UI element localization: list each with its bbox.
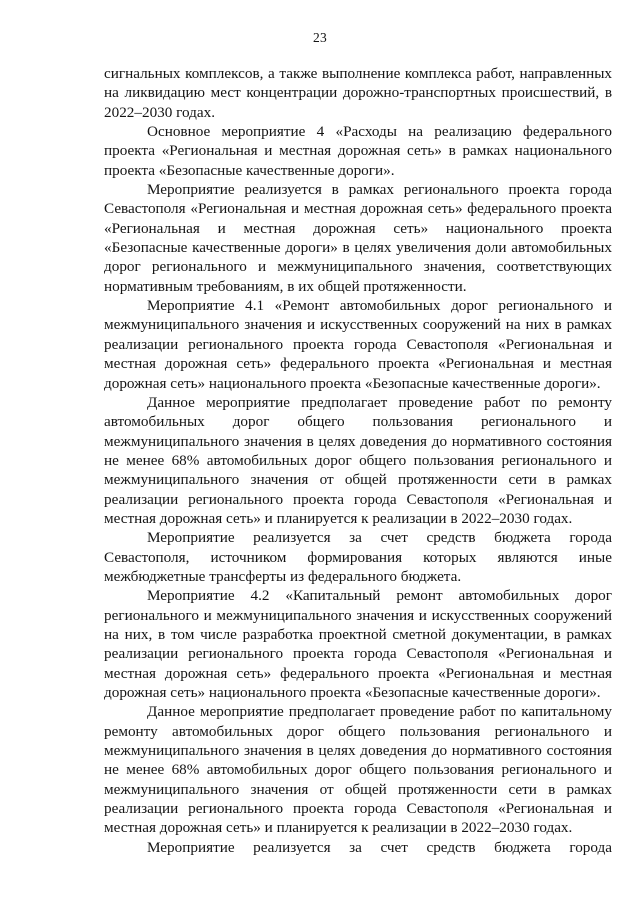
paragraph: Мероприятие реализуется в рамках регионального проекта города Севастополя «Региональная и местная дорожная сеть» федерального проекта «Региональная и местная дорожная сеть» национального проекта «Безопасные качественные дороги» в целях увеличения доли автомобильных дорог регионального и межмуниципального значения, соответствующих нормативным требованиям, в их общей протяженности. [104, 181, 612, 295]
paragraph: Данное мероприятие предполагает проведение работ по ремонту автомобильных дорог общего пользования регионального и межмуниципального значения в целях доведения до нормативного состояния не менее 68% автомобильных дорог общего пользования регионального и межмуниципального значения от общей протяженности сети в рамках реализации регионального проекта города Севастополя «Региональная и местная дорожная сеть» и планируется к реализации в 2022–2030 годах. [104, 393, 612, 527]
paragraph: Мероприятие 4.2 «Капитальный ремонт автомобильных дорог регионального и межмуниципального значения и искусственных сооружений на них, в том числе разработка проектной сметной документации, в рамках реализации регионального проекта города Севастополя «Региональная и местная дорожная сеть» федерального проекта «Региональная и местная дорожная сеть» национального проекта «Безопасные качественные дороги». [104, 587, 612, 701]
paragraph: Мероприятие 4.1 «Ремонт автомобильных дорог регионального и межмуниципального значения и искусственных сооружений на них в рамках реализации регионального проекта города Севастополя «Региональная и местная дорожная сеть» федерального проекта «Региональная и местная дорожная сеть» национального проекта «Безопасные качественные дороги». [104, 297, 612, 392]
paragraph: Данное мероприятие предполагает проведение работ по капитальному ремонту автомобильных дорог общего пользования регионального и межмуниципального значения в целях доведения до нормативного состояния не менее 68% автомобильных дорог общего пользования регионального и межмуниципального значения от общей протяженности сети в рамках реализации регионального проекта города Севастополя «Региональная и местная дорожная сеть» и планируется к реализации в 2022–2030 годах. [104, 703, 612, 837]
paragraph: Мероприятие реализуется за счет средств бюджета города Севастополя, источником формирования которых являются иные межбюджетные трансферты из федерального бюджета. [104, 529, 612, 585]
paragraph: Основное мероприятие 4 «Расходы на реализацию федерального проекта «Региональная и местная дорожная сеть» в рамках национального проекта «Безопасные качественные дороги». [104, 123, 612, 179]
page-number: 23 [312, 30, 328, 45]
paragraph: Мероприятие реализуется за счет средств бюджета города [147, 838, 612, 856]
paragraph: сигнальных комплексов, а также выполнение комплекса работ, направленных на ликвидацию мест концентрации дорожно-транспортных происшествий, в 2022–2030 годах. [104, 65, 612, 121]
body-text [104, 64, 612, 857]
